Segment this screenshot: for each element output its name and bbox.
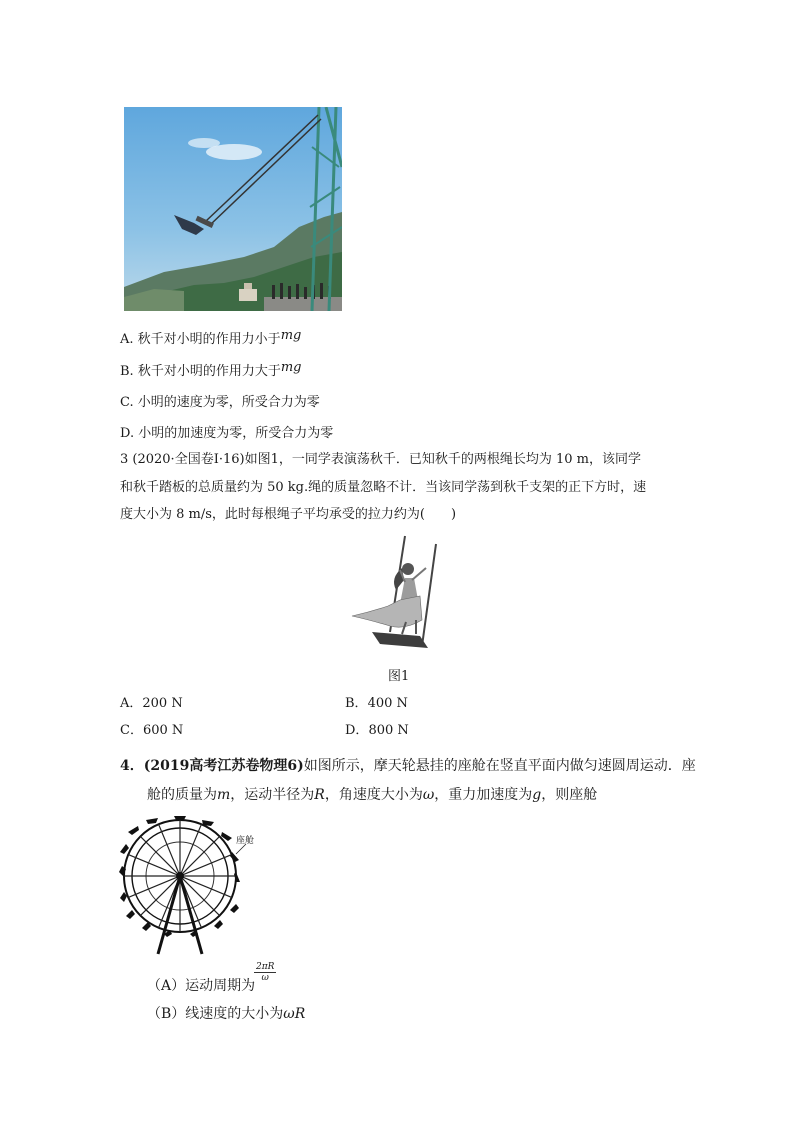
symbol-omega-r: ωR bbox=[283, 1006, 306, 1022]
cabin-label: 座舱 bbox=[236, 836, 255, 846]
q3-stem-line2: 和秋千踏板的总质量约为 50 kg.绳的质量忽略不计．当该同学荡到秋千支架的正下方时，速 bbox=[120, 480, 647, 495]
period-fraction: $\frac{2\pi R}{\omega}$ bbox=[256, 962, 275, 983]
swing-cliff-photo-svg bbox=[124, 107, 342, 311]
symbol-mg: mg bbox=[280, 328, 302, 343]
q4-option-b: （B）线速度的大小为ωR bbox=[147, 1006, 306, 1022]
q4-stem-line1: 4．(2019高考江苏卷物理6)如图所示，摩天轮悬挂的座舱在竖直平面内做匀速圆周运动．座 bbox=[120, 758, 696, 774]
option-c: C. 小明的速度为零，所受合力为零 bbox=[120, 395, 320, 410]
symbol-m: m bbox=[217, 787, 231, 803]
symbol-omega: ω bbox=[422, 787, 435, 803]
swing-cliff-photo bbox=[124, 107, 342, 311]
q3-option-c: C．600 N bbox=[120, 723, 184, 738]
q4-option-a: （A）运动周期为 bbox=[147, 978, 256, 994]
q3-option-b: B．400 N bbox=[345, 696, 408, 711]
symbol-g: g bbox=[532, 787, 542, 803]
q4-stem-line2: 舱的质量为m，运动半径为R，角速度大小为ω，重力加速度为g，则座舱 bbox=[147, 787, 598, 803]
swing-girl-figure-svg bbox=[350, 534, 440, 656]
option-a: A. 秋千对小明的作用力小于mg bbox=[120, 328, 302, 347]
symbol-mg: mg bbox=[280, 360, 302, 375]
q3-stem-line1: 3 (2020·全国卷Ⅰ·16)如图1，一同学表演荡秋千．已知秋千的两根绳长均为 10 m，该同学 bbox=[120, 452, 641, 467]
q3-option-d: D．800 N bbox=[345, 723, 409, 738]
symbol-r: R bbox=[314, 787, 325, 803]
option-b: B. 秋千对小明的作用力大于mg bbox=[120, 360, 302, 379]
option-d: D. 小明的加速度为零，所受合力为零 bbox=[120, 426, 334, 441]
swing-girl-figure bbox=[350, 534, 440, 656]
q3-stem-line3: 度大小为 8 m/s，此时每根绳子平均承受的拉力约为( ) bbox=[120, 507, 457, 522]
q3-option-a: A．200 N bbox=[120, 696, 183, 711]
figure-caption: 图1 bbox=[388, 669, 410, 684]
q4-number: 4． bbox=[120, 758, 144, 774]
q4-source: (2019高考江苏卷物理6) bbox=[143, 758, 304, 774]
